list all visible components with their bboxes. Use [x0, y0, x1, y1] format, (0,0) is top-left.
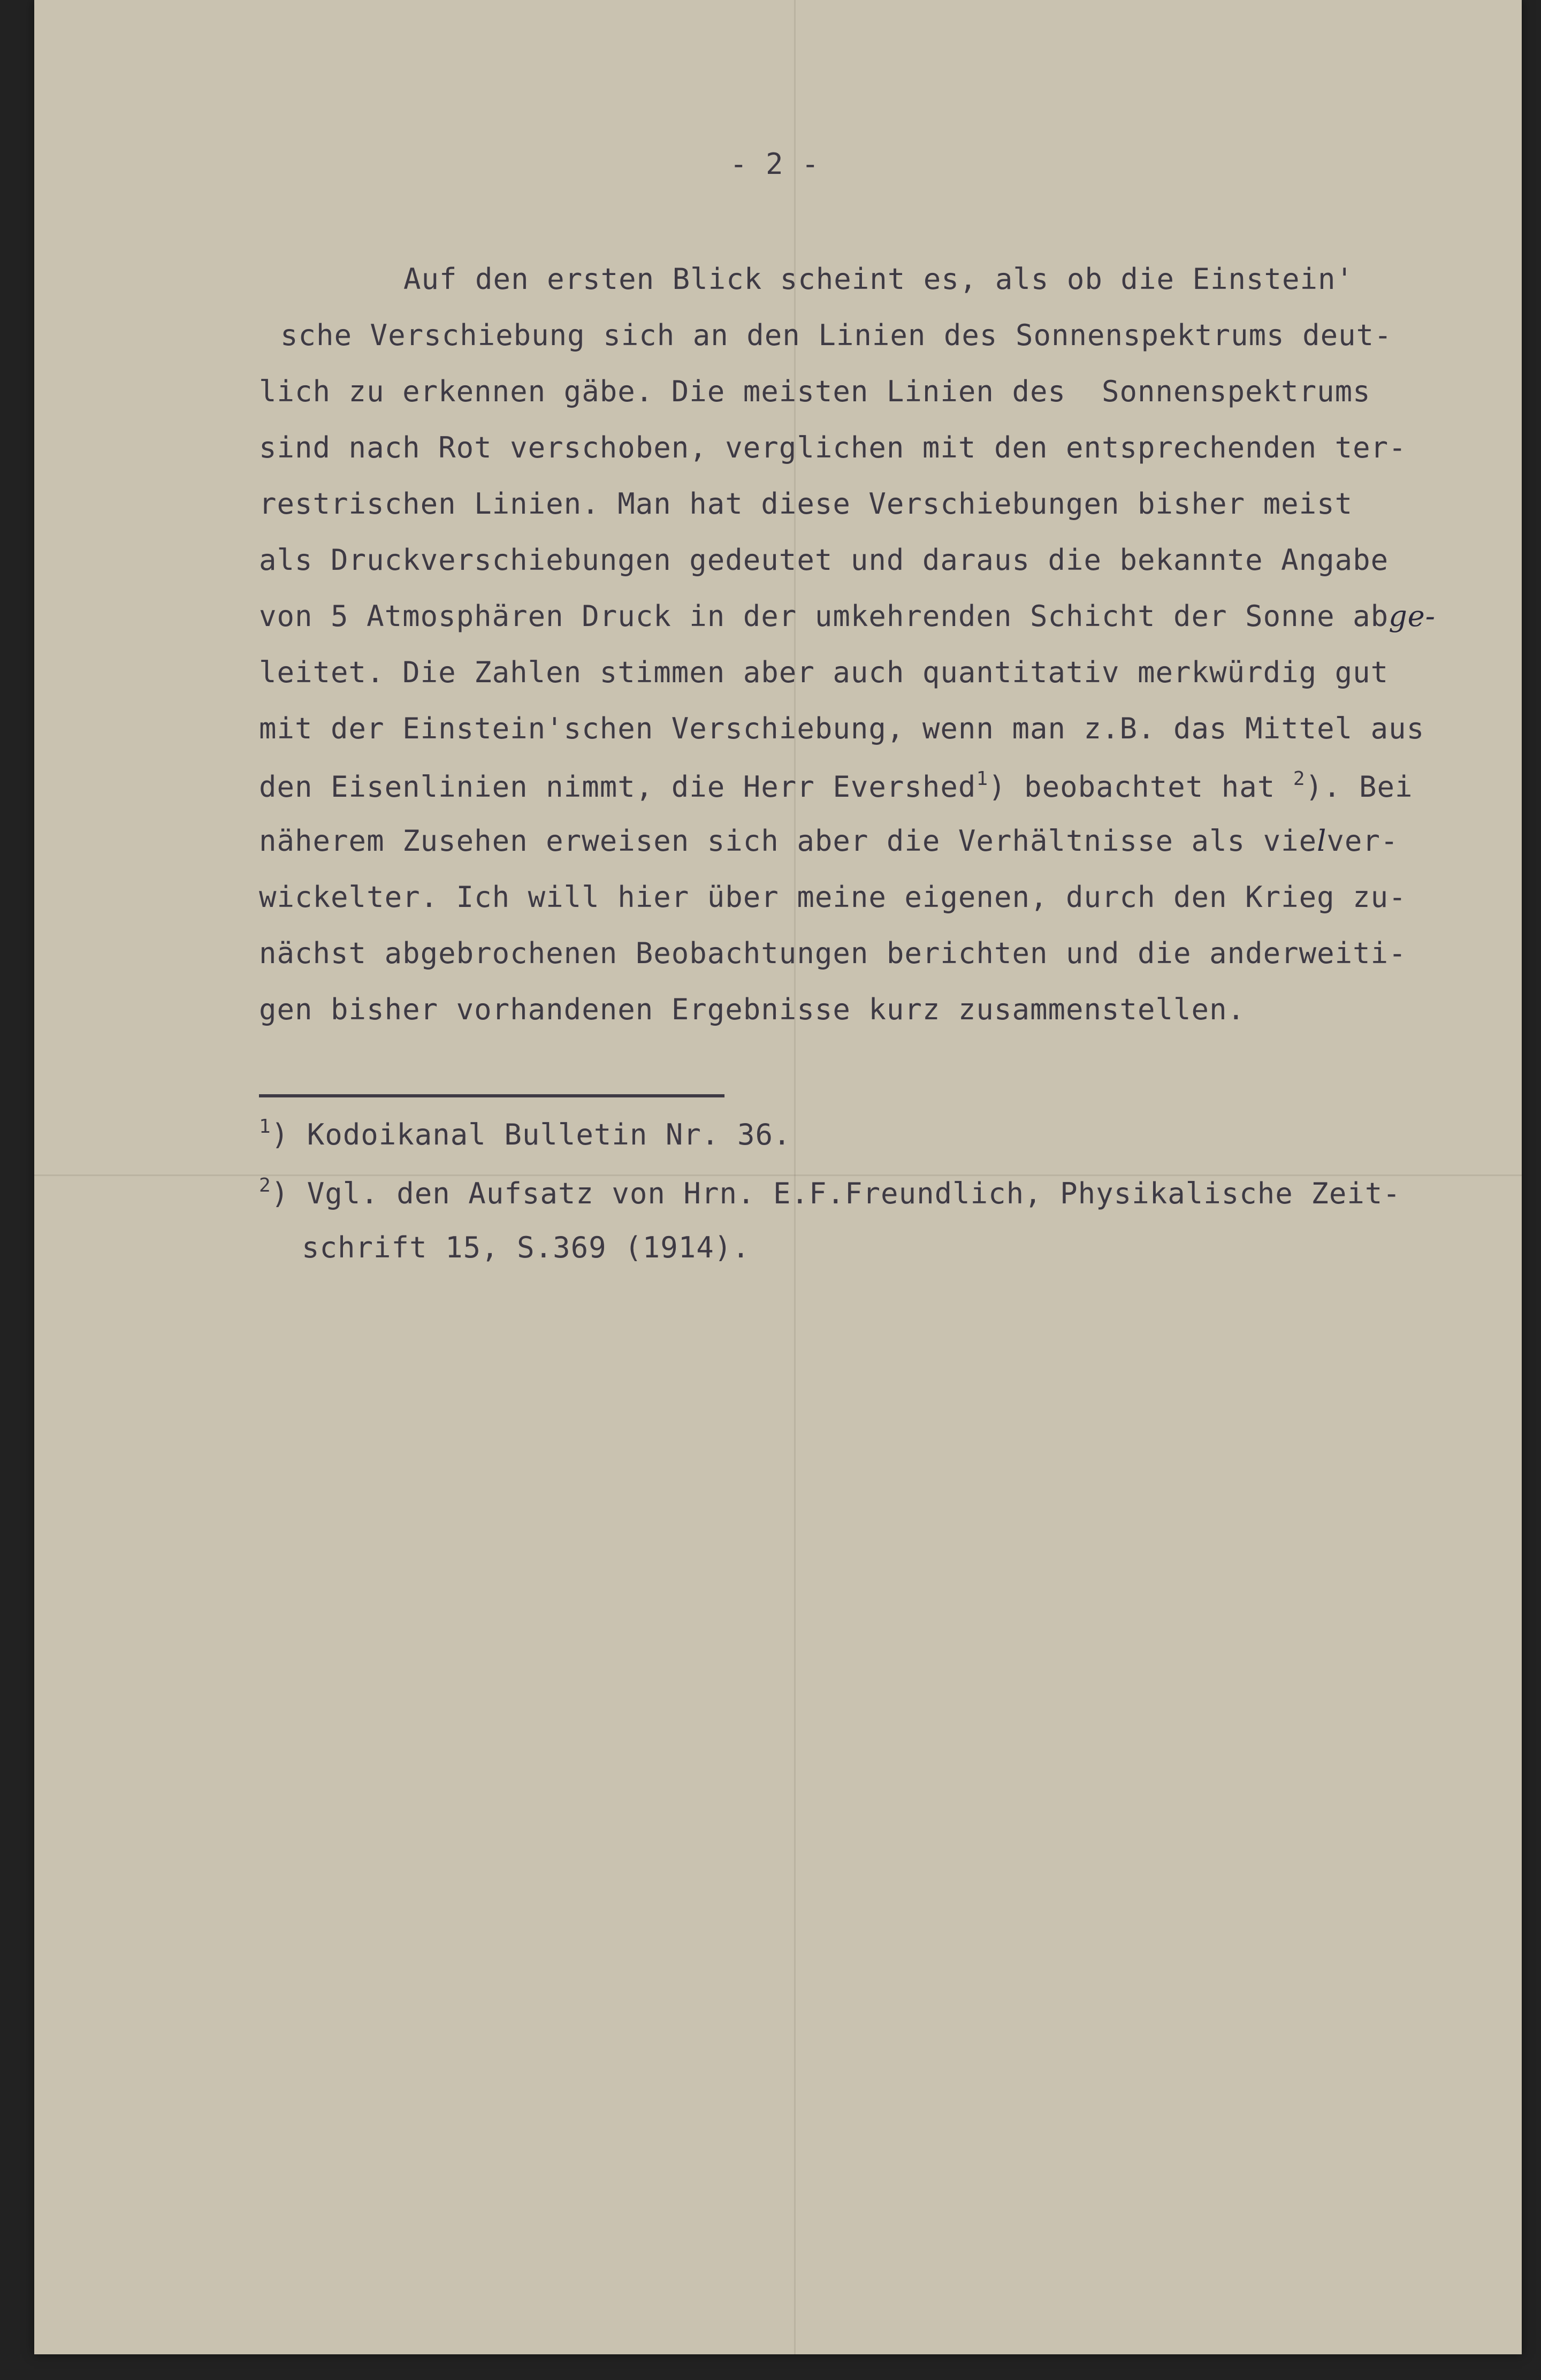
body-line-8: leitet. Die Zahlen stimmen aber auch quantitativ merkwürdig gut [259, 655, 1389, 689]
body-line-7-text: von 5 Atmosphären Druck in der umkehrenden Schicht der Sonne ab [259, 599, 1389, 633]
body-line-2: sche Verschiebung sich an den Linien des Sonnenspektrums deut- [280, 318, 1392, 352]
body-line-10-text-c: ). Bei [1305, 770, 1413, 804]
body-line-5: restrischen Linien. Man hat diese Verschiebungen bisher meist [259, 487, 1353, 521]
body-line-6: als Druckverschiebungen gedeutet und daraus die bekannte Angabe [259, 543, 1389, 577]
body-line-11-text-a: näherem Zusehen erweisen sich aber die Verhältnisse als vie [259, 824, 1317, 858]
body-line-12: wickelter. Ich will hier über meine eigenen, durch den Krieg zu- [259, 880, 1407, 914]
body-line-11 [259, 824, 1398, 858]
footnote-1-mark: 1 [259, 1116, 271, 1138]
body-line-10 [259, 768, 1413, 804]
body-line-14: gen bisher vorhandenen Ergebnisse kurz zusammenstellen. [259, 993, 1246, 1026]
footnote-ref-2: 2 [1293, 768, 1306, 790]
body-line-4: sind nach Rot verschoben, verglichen mit den entsprechenden ter- [259, 431, 1407, 464]
footnote-2-continuation: schrift 15, S.369 (1914). [302, 1231, 750, 1264]
body-line-3: lich zu erkennen gäbe. Die meisten Linien des Sonnenspektrums [259, 375, 1371, 408]
footnote-2 [259, 1174, 1401, 1210]
paper-sheet [34, 0, 1522, 2354]
footnote-ref-1: 1 [976, 768, 989, 790]
footnote-2-mark: 2 [259, 1174, 271, 1196]
body-line-7 [259, 599, 1436, 633]
footnote-1 [259, 1116, 791, 1151]
footnote-2-text: ) Vgl. den Aufsatz von Hrn. E.F.Freundlich, Physikalische Zeit- [271, 1177, 1401, 1210]
body-line-11-text-b: ver- [1326, 824, 1399, 858]
body-line-1: Auf den ersten Blick scheint es, als ob die Einstein' [403, 262, 1354, 296]
page-number: - 2 - [730, 147, 820, 181]
handwritten-insertion: ge- [1389, 599, 1436, 633]
handwritten-correction: l [1317, 824, 1327, 858]
body-line-9: mit der Einstein'schen Verschiebung, wenn man z.B. das Mittel aus [259, 712, 1425, 745]
body-line-13: nächst abgebrochenen Beobachtungen berichten und die anderweiti- [259, 936, 1407, 970]
body-line-10-text-b: ) beobachtet hat [988, 770, 1293, 804]
footnote-divider [259, 1094, 724, 1097]
footnote-1-text: ) Kodoikanal Bulletin Nr. 36. [271, 1118, 791, 1151]
body-line-10-text-a: den Eisenlinien nimmt, die Herr Evershed [259, 770, 977, 804]
